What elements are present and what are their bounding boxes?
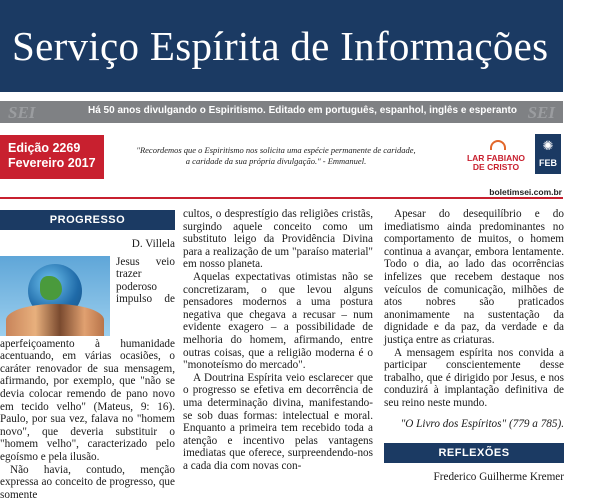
section-header-progresso: PROGRESSO	[0, 210, 175, 230]
feb-emblem-icon: ✺	[542, 138, 554, 153]
article-paragraph: cultos, o desprestígio das religiões cristãs, surgindo aquele conceito como um substituto leigo da Providência Divina para a realização de um "paraíso material" em nosso planeta.	[183, 208, 373, 271]
globe-land	[40, 276, 62, 300]
lar-fabiano-name	[466, 154, 526, 172]
sei-mark-right: SEI	[527, 103, 555, 122]
sei-mark-left: SEI	[8, 103, 36, 122]
lar-fabiano-logo	[466, 140, 526, 180]
feb-logo-text: FEB	[539, 158, 557, 168]
header-divider	[0, 197, 563, 199]
column-3	[384, 208, 564, 489]
epigraph-line-2: a caridade da sua própria divulgação." - Emmanuel.	[185, 156, 367, 166]
masthead	[0, 0, 563, 92]
epigraph-line-1: "Recordemos que o Espiritismo nos solicita uma espécie permanente de caridade,	[136, 145, 416, 155]
article-paragraph: A Doutrina Espírita veio esclarecer que o progresso se efetiva em decorrência de uma determinação divina, manifestando-se sob duas formas: intelectual e moral. Enquanto a primeira tem recebido toda a atenção e incentivo pelas vantagens imediatas que oferece, surpreendendo-nos a cada dia com novas con-	[183, 371, 373, 472]
edition-date: Fevereiro 2017	[8, 156, 96, 170]
article-paragraph: Aquelas expectativas otimistas não se concretizaram, o que levou alguns pensadores modernos a uma postura negativa que chegava a recusar – num evidente exagero – a possibilidade de melhoria do homem, afirmando, entre outras coisas, que a religião moderna é o "monoteísmo do mercado".	[183, 270, 373, 372]
column-1	[0, 210, 175, 501]
globe-hands-image	[0, 256, 110, 336]
article-paragraph: Apesar do desequilíbrio e do imediatismo ainda predominantes no comportamento de muitos, o homem continua a avançar, embora lentamente. Todo o dia, ao lado das ocorrências infelizes que recebem destaque nos veículos de comunicação, milhões de atos nobres são praticados anonimamente na sustentação da dignidade e da paz, da verdade e da justiça entre as criaturas.	[384, 208, 564, 346]
section-header-reflexoes: REFLEXÕES	[384, 443, 564, 463]
lar-name-line-2: DE CRISTO	[472, 162, 520, 172]
byline-villela: D. Villela	[131, 238, 175, 250]
quote-source: "O Livro dos Espíritos" (779 a 785).	[400, 417, 564, 430]
hands-icon	[6, 304, 104, 336]
edition-number: Edição 2269	[8, 141, 81, 155]
article-paragraph: A mensagem espírita nos convida a participar conscientemente desse trabalho, que é dirigido por Jesus, e nos conduzirá à implantação definitiva de seu reino neste mundo.	[384, 346, 564, 409]
article-paragraph: Não havia, contudo, menção expressa ao conceito de progresso, que somente	[0, 463, 175, 501]
website-url: boletimsei.com.br	[489, 187, 562, 197]
epigraph	[126, 145, 426, 167]
feb-logo	[535, 134, 561, 174]
tagline: Há 50 anos divulgando o Espiritismo. Editado em português, espanhol, inglês e esperanto	[88, 105, 517, 116]
byline-kremer: Frederico Guilherme Kremer	[433, 471, 564, 484]
column-2	[183, 208, 373, 472]
tagline-bar	[0, 101, 563, 123]
lar-name-line-1: LAR FABIANO	[466, 153, 526, 163]
lar-roof-icon	[490, 140, 506, 150]
newsletter-title: Serviço Espírita de Informações	[12, 23, 549, 69]
edition-badge	[0, 135, 104, 179]
article-paragraph: Jesus veio trazer poderoso impulso de aperfeiçoamento à humanidade acentuando, em várias ocasiões, o caráter renovador de sua mensagem, afirmando, por exemplo, que "não se devia colocar remendo de pano novo em tecido velho" (Mateus, 9: 16). Paulo, por sua vez, falava no "homem novo", que deveria substituir o "homem velho", caracterizado pelo egoísmo e pela ilusão.	[0, 255, 175, 463]
